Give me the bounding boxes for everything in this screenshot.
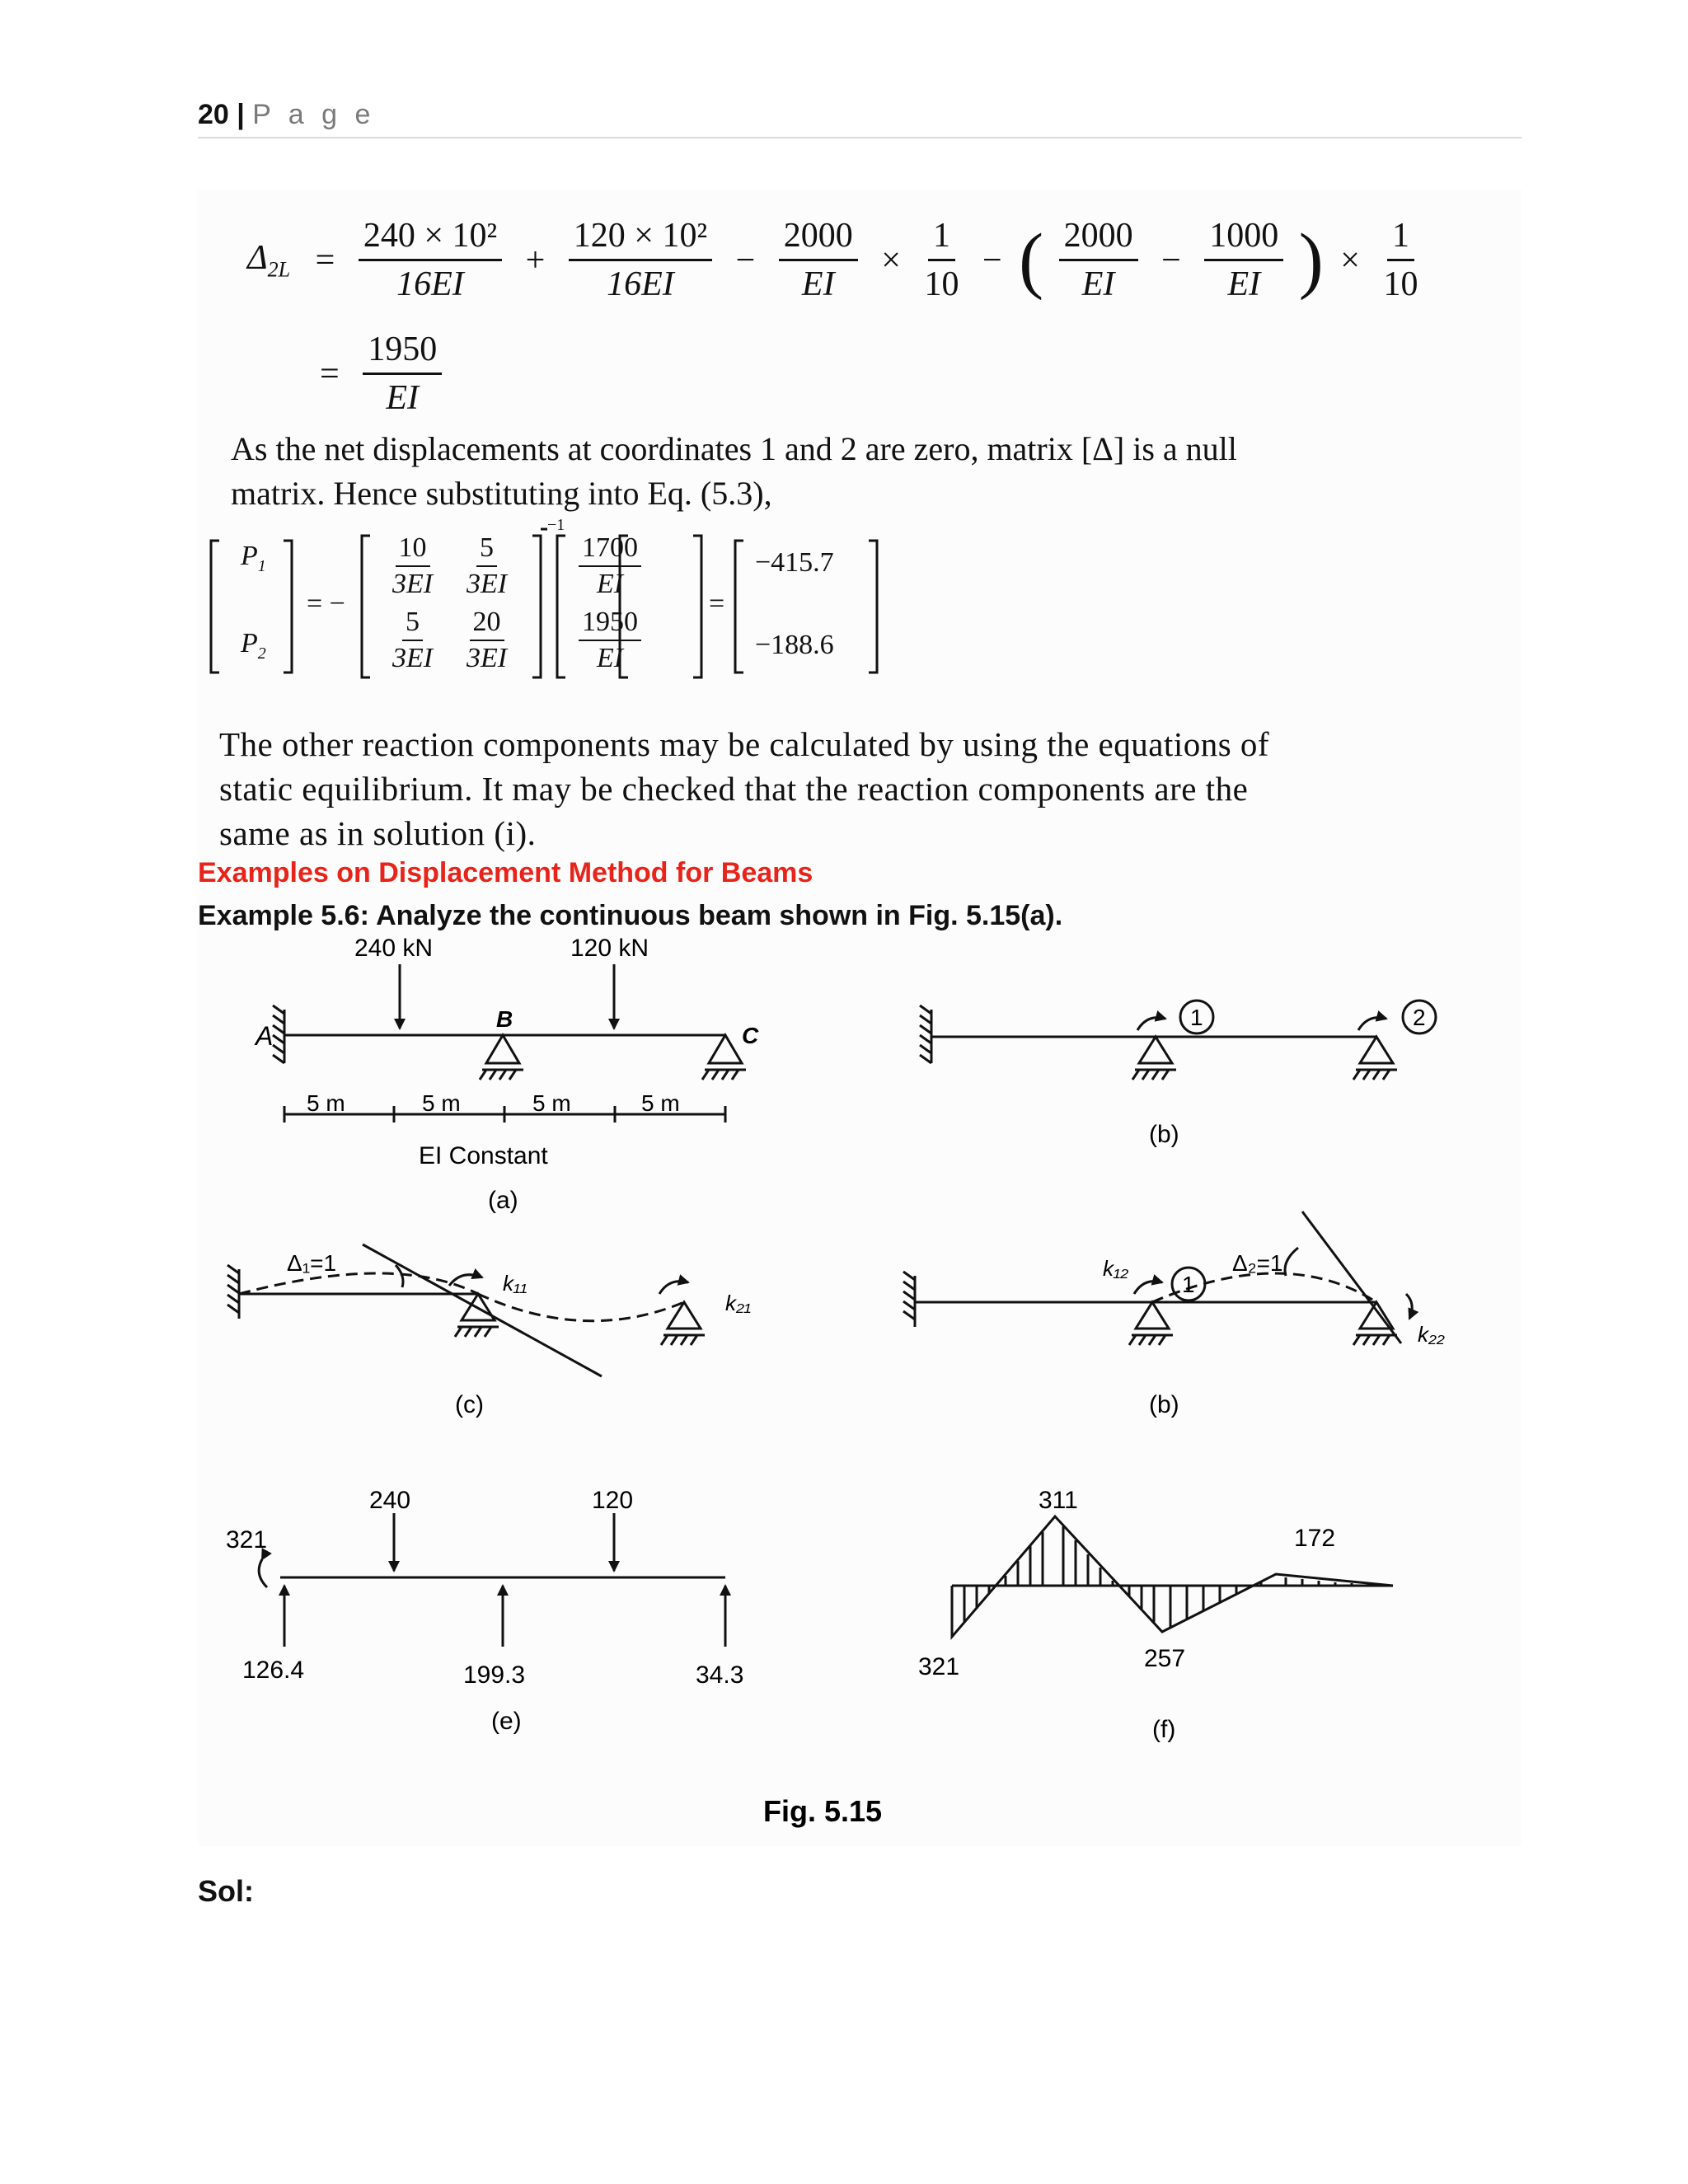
page-separator: |	[237, 99, 245, 130]
panel-b-top	[920, 1001, 1436, 1080]
e-moment: 321	[226, 1526, 268, 1554]
eq1-frac7: $\frac{1}{10}$	[1383, 217, 1418, 303]
f-value-257: 257	[1144, 1645, 1186, 1672]
matrix-p1: $P_1$	[241, 541, 266, 575]
matrix-d1: $\frac{1700}{EI}$	[572, 532, 648, 600]
paragraph-null-matrix	[231, 427, 1500, 516]
page-number: 20	[198, 99, 229, 130]
figure-title: Fig. 5.15	[763, 1794, 883, 1828]
eq1-times2: ×	[1340, 241, 1360, 279]
para2-line2: static equilibrium. It may be checked that the reaction components are the	[219, 770, 1249, 808]
matrix-d2: $\frac{1950}{EI}$	[572, 607, 648, 674]
a-load1: 240 kN	[354, 935, 434, 962]
a-caption: (a)	[488, 1187, 518, 1214]
para1-line2: matrix. Hence substituting into Eq. (5.3),	[231, 475, 772, 512]
eq2-equals: =	[320, 354, 340, 393]
f-value-311: 311	[1039, 1487, 1078, 1514]
c-k21: k₂₁	[725, 1291, 752, 1315]
a-label-B: B	[496, 1006, 513, 1032]
matrix-eq-minus: = −	[307, 588, 345, 619]
eq1-minus: −	[735, 241, 756, 279]
figure-5-15	[190, 931, 1525, 1838]
section-heading: Examples on Displacement Method for Beams	[198, 857, 814, 888]
eq1-lparen: (	[1019, 219, 1044, 301]
header-rule	[198, 137, 1522, 138]
para2-line3: same as in solution (i).	[219, 814, 537, 852]
a-dim4: 5 m	[641, 1090, 680, 1116]
b-top-coord2: 2	[1413, 1005, 1426, 1030]
matrix-equation	[201, 516, 885, 689]
eq1-frac2: $\frac{\text{120 × 10²}}{16EI}$	[569, 216, 712, 304]
matrix-r2: −188.6	[755, 630, 834, 660]
b-mid-k22: k₂₂	[1418, 1322, 1445, 1347]
para2-line1: The other reaction components may be calculated by using the equations of	[219, 725, 1270, 763]
eq1-plus: +	[525, 241, 546, 279]
b-top-coord1: 1	[1190, 1005, 1203, 1030]
eq1-frac5: $\frac{2000}{EI}$	[1059, 216, 1138, 304]
b-top-caption: (b)	[1149, 1121, 1179, 1148]
e-r1: 126.4	[242, 1657, 305, 1684]
b-mid-coord1: 1	[1182, 1272, 1195, 1297]
matrix-k21: $\frac{5}{3EI}$	[392, 607, 434, 673]
a-label-A: A	[256, 1021, 274, 1051]
f-caption: (f)	[1152, 1716, 1176, 1743]
example-title: Example 5.6: Analyze the continuous beam shown in Fig. 5.15(a).	[198, 900, 1063, 931]
a-dim2: 5 m	[422, 1090, 461, 1116]
solution-label: Sol:	[198, 1874, 254, 1908]
eq1-minus2: −	[982, 241, 1002, 279]
page-word: P a g e	[252, 99, 376, 130]
matrix-equals: =	[709, 588, 725, 619]
matrix-p2: $P_2$	[241, 628, 266, 663]
matrix-k22: $\frac{20}{3EI}$	[467, 607, 508, 673]
matrix-k11: $\frac{10}{3EI}$	[392, 532, 434, 599]
e-r2: 199.3	[463, 1661, 526, 1689]
eq1-frac1: $\frac{\text{240 × 10²}}{16EI}$	[359, 216, 502, 304]
matrix-r1: −415.7	[755, 547, 834, 578]
b-mid-k12: k₁₂	[1103, 1256, 1129, 1281]
eq1-frac4: $\frac{1}{10}$	[924, 217, 959, 303]
b-mid-caption: (b)	[1149, 1391, 1179, 1418]
e-load2: 120	[592, 1487, 634, 1514]
c-k11: k₁₁	[503, 1271, 528, 1296]
eq2-frac: $\frac{1950}{EI}$	[363, 330, 442, 418]
equation-delta-2l	[239, 216, 1424, 304]
eq1-frac3: $\frac{2000}{EI}$	[779, 216, 858, 304]
a-load2: 120 kN	[570, 935, 649, 962]
eq1-times: ×	[881, 241, 901, 279]
b-mid-delta: Δ₂=1	[1232, 1250, 1283, 1276]
matrix-inverse-sup: −1	[547, 516, 565, 534]
e-caption: (e)	[491, 1708, 522, 1735]
a-ei: EI Constant	[419, 1142, 548, 1169]
page-header	[198, 99, 375, 131]
panel-e	[259, 1513, 725, 1647]
c-delta: Δ₁=1	[287, 1250, 337, 1276]
paragraph-reactions	[219, 722, 1513, 855]
eq1-equals: =	[315, 241, 335, 279]
para1-line1: As the net displacements at coordinates 1 and 2 are zero, matrix [Δ] is a null	[231, 430, 1237, 467]
panel-b-mid	[903, 1212, 1412, 1345]
c-caption: (c)	[455, 1391, 484, 1418]
e-r3: 34.3	[696, 1661, 744, 1689]
eq1-rparen: )	[1298, 219, 1324, 301]
eq1-lhs: $\Delta_{2L}$	[247, 238, 291, 282]
eq1-minus3: −	[1161, 241, 1181, 279]
eq1-frac6: $\frac{1000}{EI}$	[1204, 216, 1283, 304]
matrix-k12: $\frac{5}{3EI}$	[467, 532, 508, 599]
f-value-172: 172	[1294, 1525, 1336, 1552]
equation-result	[312, 330, 448, 418]
e-load1: 240	[369, 1487, 411, 1514]
a-label-C: C	[742, 1023, 759, 1048]
a-dim1: 5 m	[307, 1090, 345, 1116]
a-dim3: 5 m	[532, 1090, 571, 1116]
f-value-321: 321	[918, 1653, 960, 1680]
